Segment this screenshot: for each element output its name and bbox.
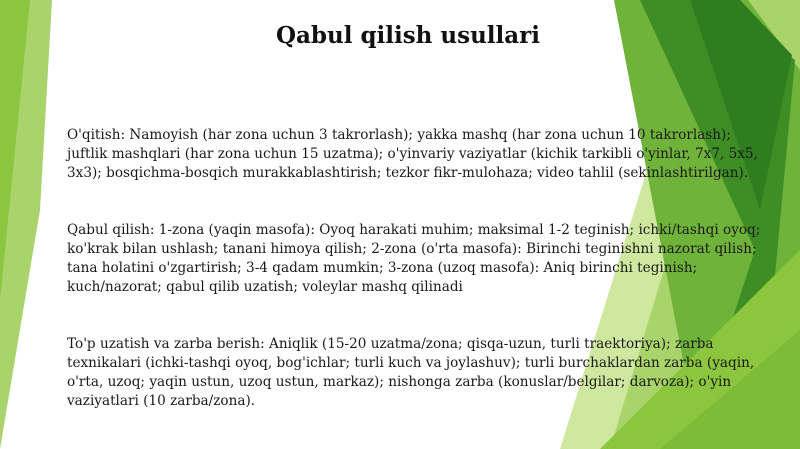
paragraph-passing-shooting: To'p uzatish va zarba berish: Aniqlik (15-20 uzatma/zona; qisqa-uzun, turli traektoriya); zarba texnikalari (ichki-tashqi oyoq, bog'ichlar; turli kuch va joylashuv); turli burchaklardan zarba (yaqin, o'rta, uzoq; yaqin ustun, uzoq ustun, markaz); nishonga zarba (konuslar/belgilar; darvoza); o'yin vaziyatlari (10 zarba/zona). [67, 336, 755, 409]
slide-body [67, 126, 767, 449]
paragraph-training: O'qitish: Namoyish (har zona uchun 3 takrorlash); yakka mashq (har zona uchun 10 takrorlash); juftlik mashqlari (har zona uchun 15 uzatma); o'yinvariy vaziyatlar (kichik tarkibli o'yinlar, 7x7, 5x5, 3x3); bosqichma-bosqich murakkablashtirish; tezkor fikr-mulohaza; video tahlil (sekinlashtirilgan). [67, 127, 758, 181]
slide-title: Qabul qilish usullari [275, 22, 541, 49]
paragraph-receiving: Qabul qilish: 1-zona (yaqin masofa): Oyoq harakati muhim; maksimal 1-2 teginish; ichki/tashqi oyoq; ko'krak bilan ushlash; tanani himoya qilish; 2-zona (o'rta masofa): Birinchi teginishni nazorat qilish; tana holatini o'zgartirish; 3-4 qadam mumkin; 3-zona (uzoq masofa): Aniq birinchi teginish; kuch/nazorat; qabul qilib uzatish; voleylar mashq qilinadi [67, 222, 761, 295]
